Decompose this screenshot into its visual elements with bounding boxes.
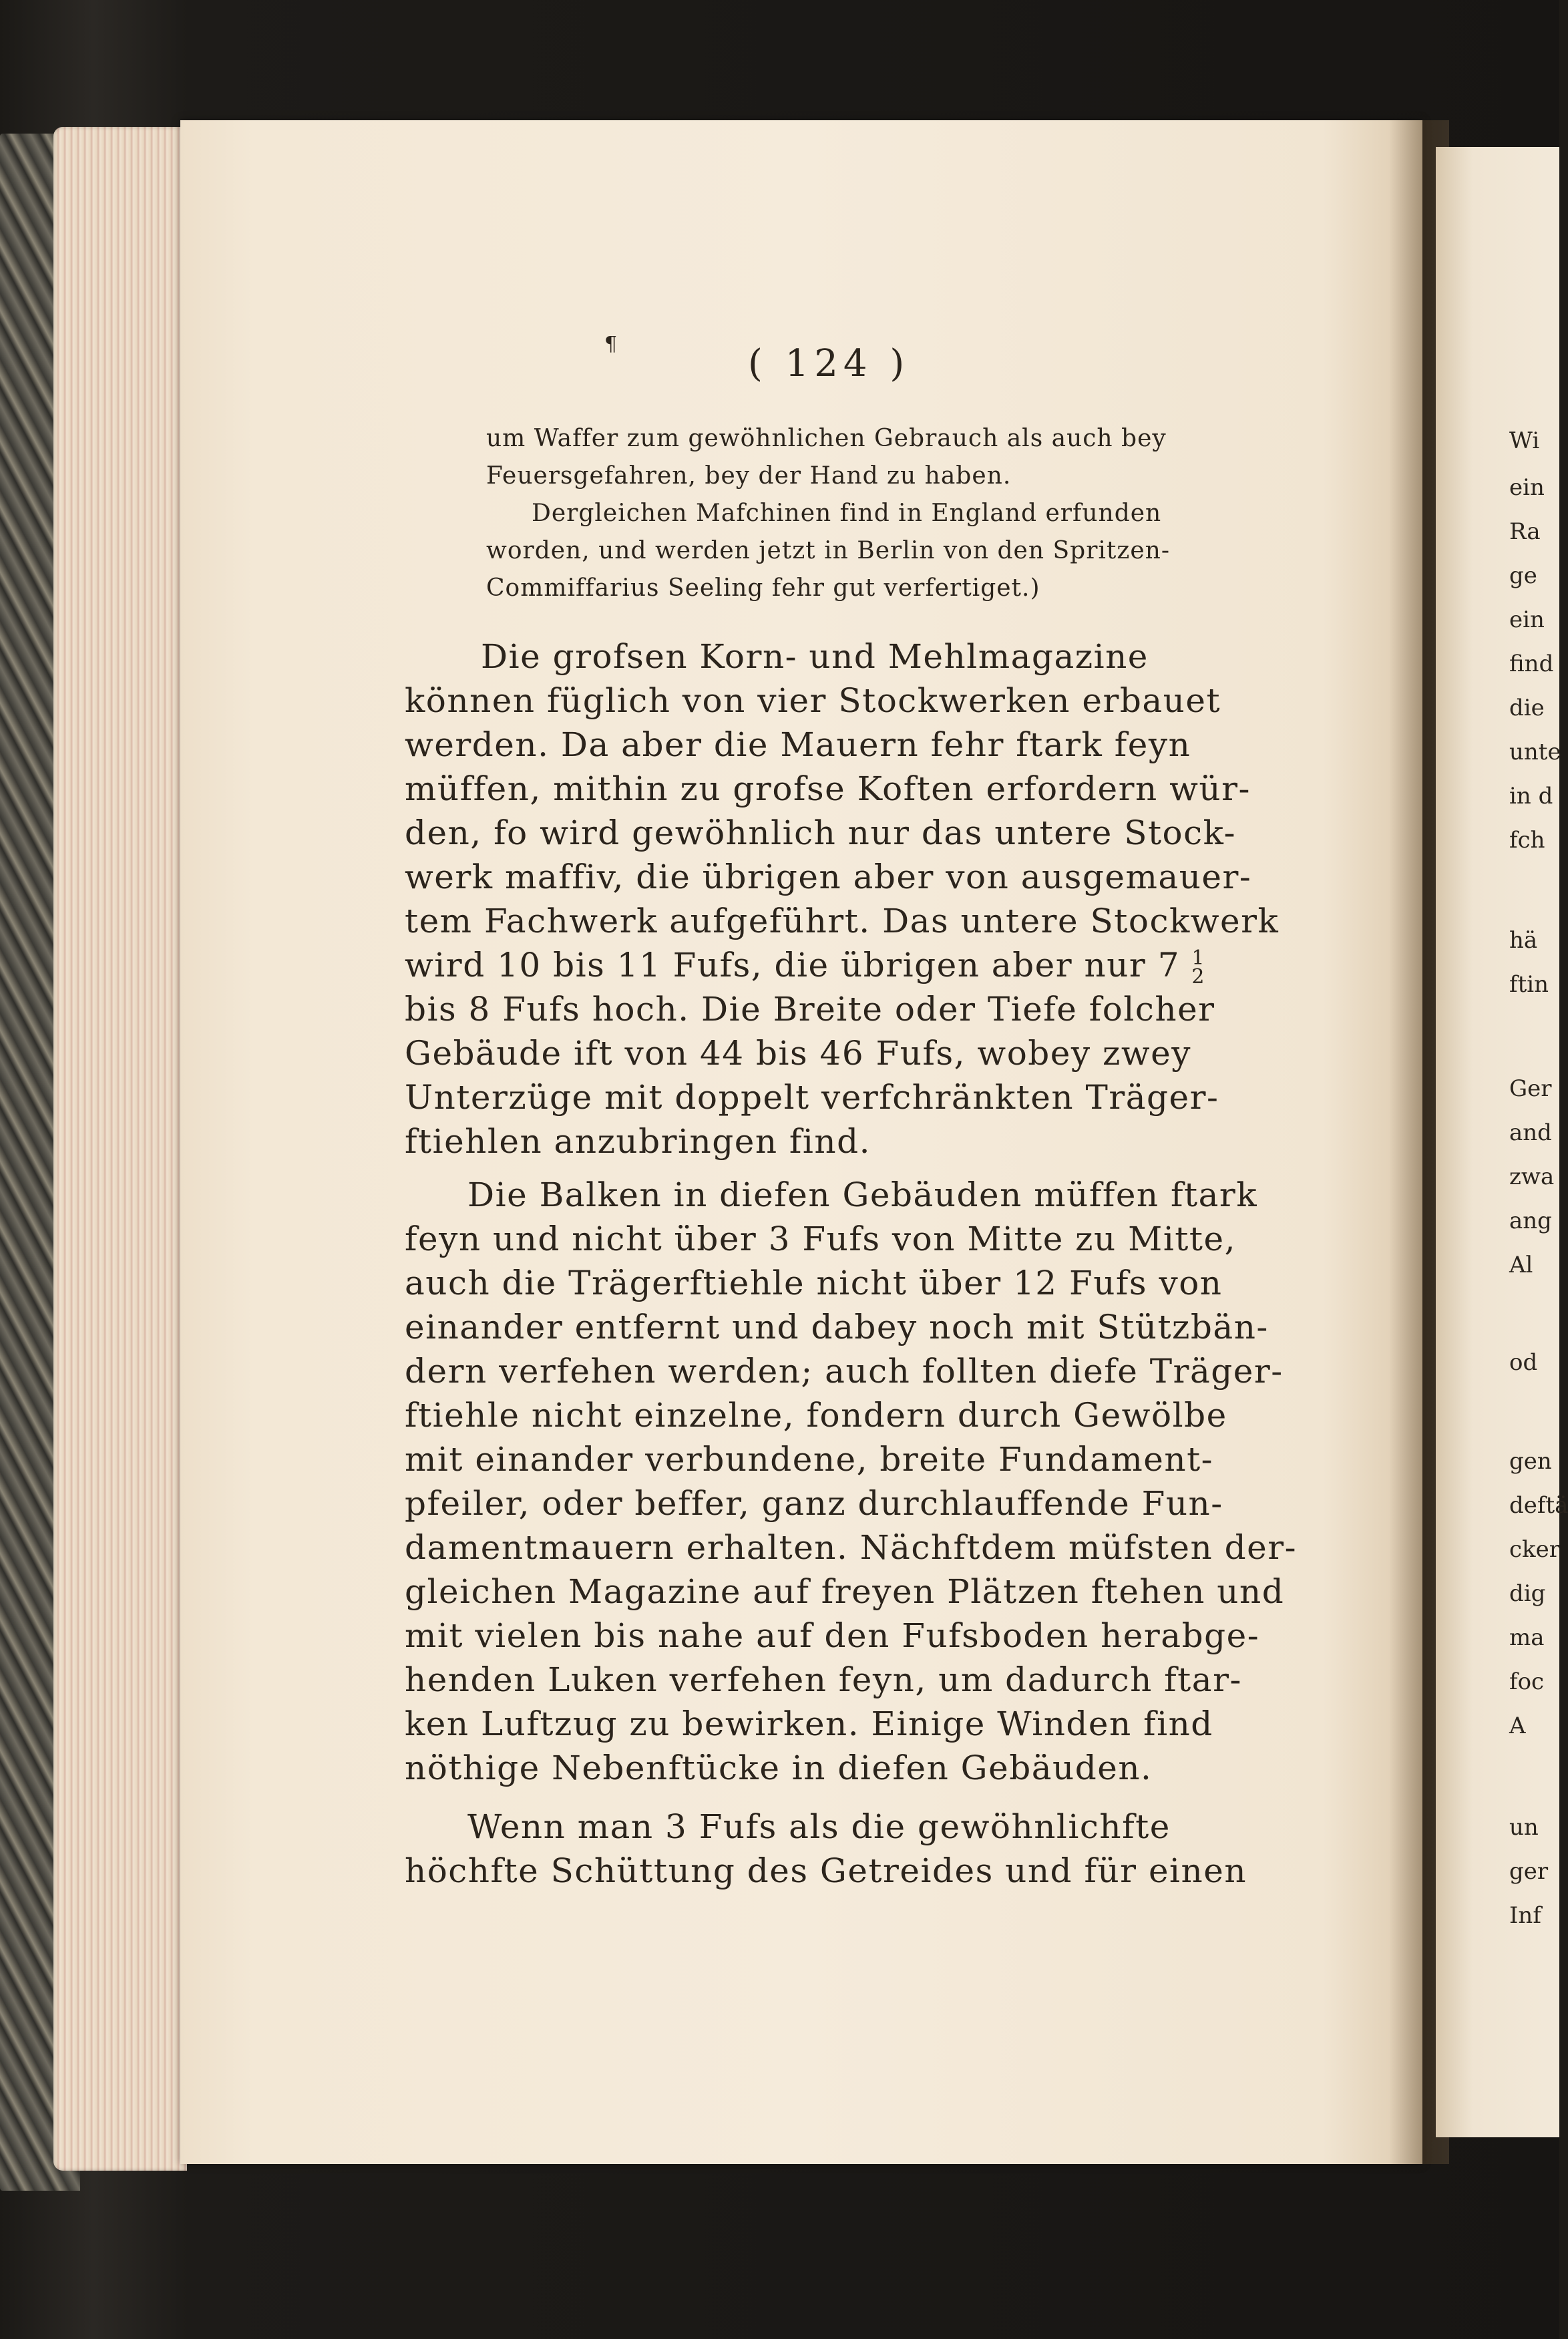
body-line: ken Luftzug zu bewirken. Einige Winden find (405, 1704, 1213, 1743)
facing-page (1436, 147, 1568, 2137)
body-line: Wenn man 3 Fufs als die gewöhnlichfte (467, 1807, 1171, 1846)
body-line: werden. Da aber die Mauern fehr ftark feyn (405, 725, 1191, 764)
footnote-line: um Waffer zum gewöhnlichen Gebrauch als auch bey (486, 425, 1167, 452)
facing-fragment: zwa (1509, 1163, 1555, 1190)
facing-fragment: foc (1509, 1668, 1545, 1695)
facing-fragment: Ger (1509, 1075, 1552, 1102)
body-line: nöthige Nebenftücke in diefen Gebäuden. (405, 1749, 1153, 1787)
facing-fragment: Ra (1509, 518, 1541, 545)
footnote-line: Dergleichen Mafchinen find in England erfunden (532, 500, 1162, 527)
facing-fragment: Al (1509, 1252, 1533, 1278)
fraction-numerator: 1 (1191, 946, 1206, 970)
body-line: Unterzüge mit doppelt verfchränkten Träger- (405, 1078, 1219, 1117)
body-line: höchfte Schüttung des Getreides und für einen (405, 1851, 1247, 1890)
body-line: werk maffiv, die übrigen aber von ausgemauer- (405, 858, 1252, 896)
facing-fragment: deftä (1509, 1492, 1568, 1519)
fraction-denominator: 2 (1191, 965, 1206, 988)
facing-fragment: ge (1509, 562, 1537, 589)
facing-fragment: Wi (1509, 427, 1540, 454)
body-line: einander entfernt und dabey noch mit Stützbän- (405, 1308, 1269, 1346)
body-line: henden Luken verfehen feyn, um dadurch ftar- (405, 1660, 1242, 1699)
body-line-text: wird 10 bis 11 Fufs, die übrigen aber nur 7 (405, 946, 1181, 984)
facing-fragment: die (1509, 695, 1545, 721)
facing-fragment: ftin (1509, 971, 1549, 998)
facing-fragment: ger (1509, 1858, 1549, 1885)
facing-fragment: un (1509, 1814, 1539, 1841)
facing-fragment: A (1509, 1713, 1526, 1739)
facing-fragment: in d (1509, 783, 1553, 809)
body-line: mit einander verbundene, breite Fundament- (405, 1440, 1214, 1479)
facing-fragment: ang (1509, 1208, 1552, 1234)
body-line: feyn und nicht über 3 Fufs von Mitte zu Mitte, (405, 1220, 1236, 1258)
facing-fragment: ein (1509, 606, 1545, 633)
facing-fragment: od (1509, 1349, 1538, 1376)
footnote-line: Commiffarius Seeling fehr gut verfertiget.) (486, 574, 1040, 602)
facing-fragment: dig (1509, 1580, 1546, 1607)
body-line: pfeiler, oder beffer, ganz durchlauffende Fun- (405, 1484, 1223, 1523)
page-number: ( 124 ) (748, 342, 910, 385)
body-line: ftiehlen anzubringen find. (405, 1122, 871, 1161)
facing-fragment: Inf (1509, 1902, 1541, 1929)
body-line: Die Balken in diefen Gebäuden müffen ftark (467, 1176, 1258, 1214)
footnote-line: worden, und werden jetzt in Berlin von den Spritzen- (486, 537, 1170, 564)
facing-fragment: cker (1509, 1536, 1561, 1563)
facing-fragment: gen (1509, 1448, 1552, 1475)
body-line: bis 8 Fufs hoch. Die Breite oder Tiefe folcher (405, 990, 1215, 1029)
footnote-line: Feuersgefahren, bey der Hand zu haben. (486, 462, 1012, 490)
body-line: mit vielen bis nahe auf den Fufsboden herabge- (405, 1616, 1260, 1655)
body-line: Die grofsen Korn- und Mehlmagazine (481, 637, 1149, 676)
body-line: gleichen Magazine auf freyen Plätzen ftehen und (405, 1572, 1285, 1611)
body-line-with-fraction (405, 946, 1205, 986)
body-line: dern verfehen werden; auch follten diefe Träger- (405, 1352, 1284, 1391)
fraction (1191, 946, 1206, 988)
facing-fragment: hä (1509, 927, 1538, 954)
facing-fragment: find (1509, 651, 1554, 677)
body-line: Gebäude ift von 44 bis 46 Fufs, wobey zwey (405, 1034, 1192, 1073)
body-line: damentmauern erhalten. Nächftdem müfsten der- (405, 1528, 1298, 1567)
body-line: den, fo wird gewöhnlich nur das untere Stock- (405, 814, 1236, 852)
facing-fragment: ma (1509, 1624, 1545, 1651)
facing-fragment: ein (1509, 474, 1545, 501)
body-line: ftiehle nicht einzelne, fondern durch Gewölbe (405, 1396, 1227, 1435)
page-edges (53, 127, 187, 2171)
body-line: müffen, mithin zu grofse Koften erfordern wür- (405, 769, 1251, 808)
body-line: tem Fachwerk aufgeführt. Das untere Stockwerk (405, 902, 1280, 940)
body-line: können füglich von vier Stockwerken erbauet (405, 681, 1221, 720)
facing-fragment: and (1509, 1119, 1552, 1146)
facing-fragment: fch (1509, 827, 1545, 854)
facing-fragment: unte (1509, 739, 1561, 765)
printer-mark: ¶ (604, 333, 618, 356)
body-line: auch die Trägerftiehle nicht über 12 Fufs von (405, 1264, 1223, 1302)
